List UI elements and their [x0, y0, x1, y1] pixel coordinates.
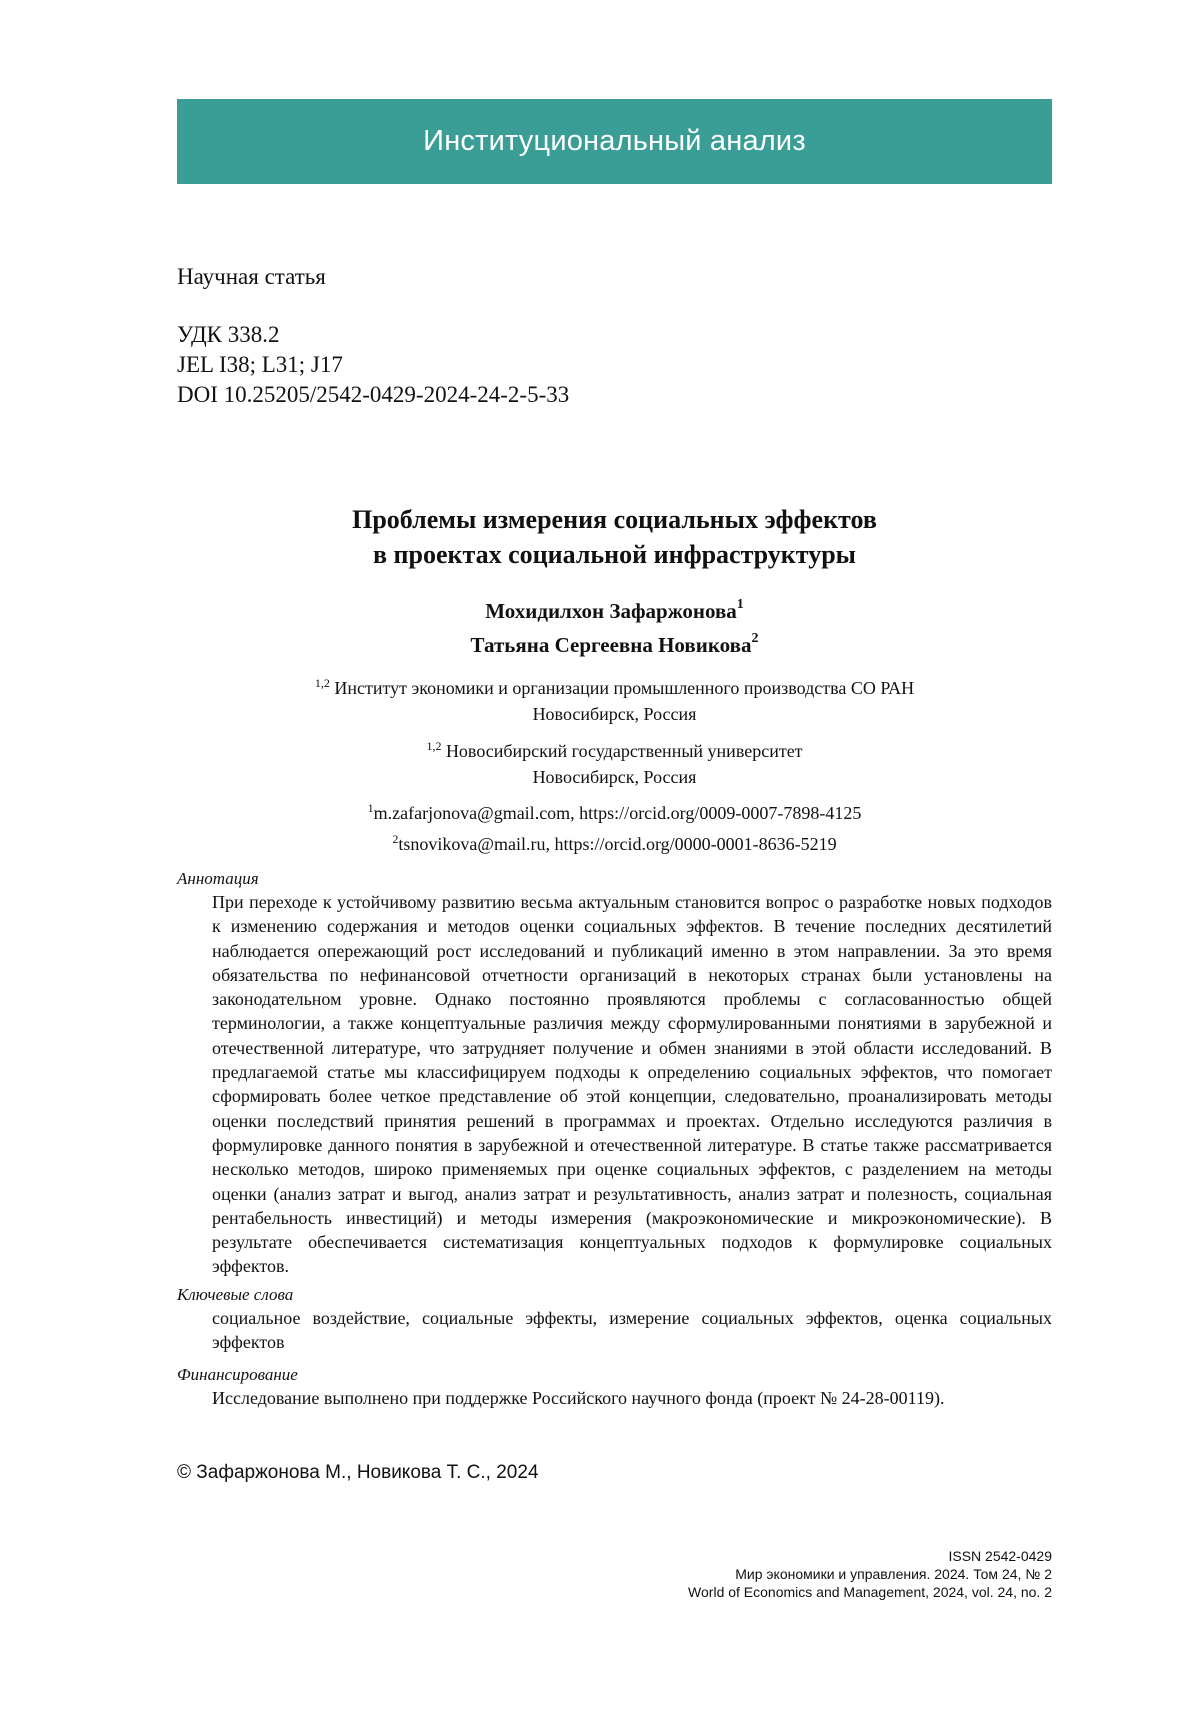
affiliation-1-org: Институт экономики и организации промышленного производства СО РАН	[329, 678, 915, 698]
contact-1	[177, 795, 1052, 826]
abstract-text: При переходе к устойчивому развитию весьма актуальным становится вопрос о разработке новых подходов к изменению содержания и методов оценки социальных эффектов. В течение последних десятилетий наблюдается опережающий рост исследований и публикаций именно в этом направлении. За это время обязательства по нефинансовой отчетности организаций в некоторых странах были установлены на законодательном уровне. Однако постоянно проявляются проблемы с согласованностью общей терминологии, а также концептуальные различия между сформулированными понятиями в зарубежной и отечественной литературе, что затрудняет получение и обмен знаниями в этой области исследований. В предлагаемой статье мы классифицируем подходы к определению социальных эффектов, что помогает сформировать более четкое представление об этой концепции, следовательно, проанализировать методы оценки последствий принятия решений в программах и проектах. Отдельно исследуются различия в формулировке данного понятия в зарубежной и отечественной литературе. В статье также рассматривается несколько методов, широко применяемых при оценке социальных эффектов, с разделением на методы оценки (анализ затрат и выгод, анализ затрат и результативность, анализ затрат и полезность, социальная рентабельность инвестиций) и методы измерения (макроэкономические и микроэкономические). В результате обеспечивается систематизация концептуальных подходов к формулировке социальных эффектов.	[212, 892, 1052, 1277]
keywords-heading: Ключевые слова	[177, 1285, 294, 1304]
title-line-1: Проблемы измерения социальных эффектов	[352, 505, 877, 534]
classification-codes	[177, 320, 569, 410]
copyright: © Зафаржонова М., Новикова Т. С., 2024	[177, 1462, 539, 1483]
section-title: Институциональный анализ	[423, 125, 806, 157]
affiliation-2	[177, 733, 1052, 790]
jel-code: JEL I38; L31; J17	[177, 352, 343, 377]
affiliation-2-city: Новосибирск, Россия	[532, 767, 697, 787]
contact-2-mark: 2	[392, 832, 399, 846]
contact-1-mark: 1	[367, 801, 374, 815]
authors	[177, 592, 1052, 660]
author-1	[177, 592, 1052, 626]
affiliation-1	[177, 670, 1052, 727]
journal-ru: Мир экономики и управления. 2024. Том 24, № 2	[735, 1566, 1052, 1582]
contact-2-text[interactable]: tsnovikova@mail.ru, https://orcid.org/0000-0001-8636-5219	[398, 834, 837, 854]
journal-info	[688, 1547, 1052, 1601]
author-2	[177, 626, 1052, 660]
journal-issn: ISSN 2542-0429	[948, 1548, 1052, 1564]
contact-1-text[interactable]: m.zafarjonova@gmail.com, https://orcid.org/0009-0007-7898-4125	[373, 803, 862, 823]
affiliation-2-org: Новосибирский государственный университет	[441, 741, 803, 761]
article-type	[177, 262, 326, 292]
author-2-mark: 2	[751, 631, 759, 646]
author-1-mark: 1	[736, 597, 744, 612]
affiliation-1-marks: 1,2	[314, 676, 330, 690]
doi[interactable]: DOI 10.25205/2542-0429-2024-24-2-5-33	[177, 382, 570, 407]
author-1-name: Мохидилхон Зафаржонова	[485, 599, 737, 623]
abstract-heading: Аннотация	[177, 869, 259, 888]
contacts	[177, 795, 1052, 857]
journal-en: World of Economics and Management, 2024, vol. 24, no. 2	[688, 1584, 1052, 1600]
funding-heading: Финансирование	[177, 1365, 298, 1384]
udk-code: УДК 338.2	[177, 322, 280, 347]
article-type-label: Научная статья	[177, 264, 326, 289]
author-2-name: Татьяна Сергеевна Новикова	[470, 633, 752, 657]
section-banner	[177, 99, 1052, 184]
keywords-text: социальное воздействие, социальные эффекты, измерение социальных эффектов, оценка социальных эффектов	[212, 1308, 1052, 1353]
contact-2	[177, 826, 1052, 857]
funding-text: Исследование выполнено при поддержке Российского научного фонда (проект № 24-28-00119).	[212, 1388, 945, 1408]
article-title	[177, 502, 1052, 572]
affiliation-1-city: Новосибирск, Россия	[532, 704, 697, 724]
title-line-2: в проектах социальной инфраструктуры	[373, 540, 856, 569]
affiliation-2-marks: 1,2	[426, 739, 442, 753]
